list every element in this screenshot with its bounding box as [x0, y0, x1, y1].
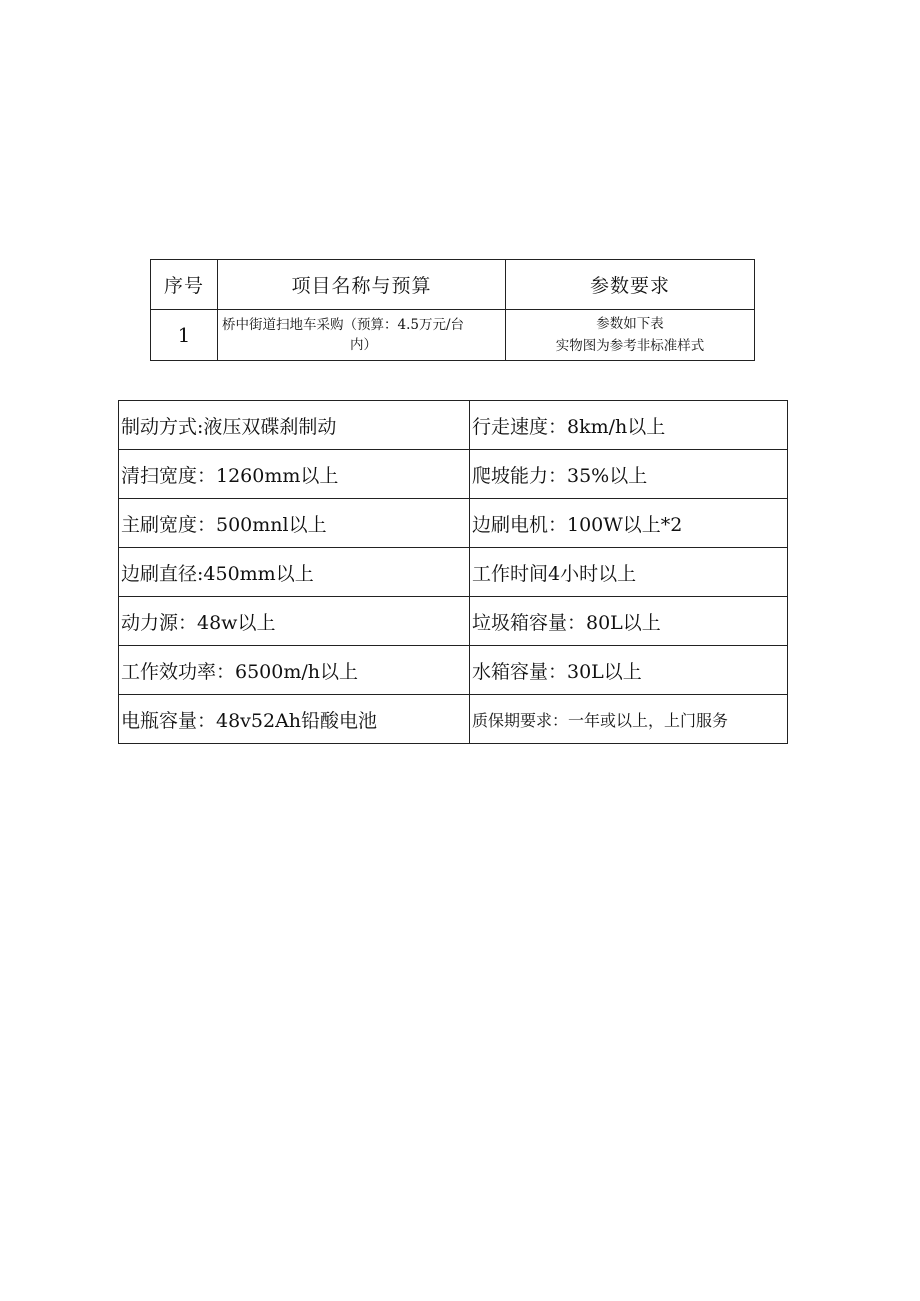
table-row — [119, 499, 788, 548]
procurement-table — [150, 259, 755, 361]
table-row — [119, 695, 788, 744]
header-project-name-budget: 项目名称与预算 — [218, 260, 506, 310]
project-name-line-2: 内） — [350, 337, 377, 353]
table-row — [119, 548, 788, 597]
project-name-line-1: 桥中街道扫地车采购（预算：4.5万元/台 — [222, 317, 465, 333]
spec-water-tank-capacity: 水箱容量：30L以上 — [470, 646, 788, 695]
spec-working-time: 工作时间4小时以上 — [470, 548, 788, 597]
row-requirements — [506, 310, 755, 361]
spec-dustbin-capacity: 垃圾箱容量：80L以上 — [470, 597, 788, 646]
header-serial-number: 序号 — [151, 260, 218, 310]
spec-main-brush-width: 主刷宽度：500mnl以上 — [119, 499, 470, 548]
header-parameter-requirements: 参数要求 — [506, 260, 755, 310]
requirements-line-2: 实物图为参考非标准样式 — [555, 338, 705, 354]
table-row — [119, 401, 788, 450]
spec-sweeping-width: 清扫宽度：1260mm以上 — [119, 450, 470, 499]
row-project-name — [218, 310, 506, 361]
table-row — [119, 450, 788, 499]
spec-side-brush-diameter: 边刷直径:450mm以上 — [119, 548, 470, 597]
table-row — [151, 310, 755, 361]
spec-braking: 制动方式:液压双碟刹制动 — [119, 401, 470, 450]
requirements-line-1: 参数如下表 — [596, 316, 664, 332]
row-serial-number: 1 — [151, 310, 218, 361]
spec-battery-capacity: 电瓶容量：48v52Ah铅酸电池 — [119, 695, 470, 744]
table-row — [119, 597, 788, 646]
specifications-table — [118, 400, 788, 744]
spec-working-efficiency: 工作效功率：6500m/h以上 — [119, 646, 470, 695]
spec-side-brush-motor: 边刷电机：100W以上*2 — [470, 499, 788, 548]
spec-climbing-ability: 爬坡能力：35%以上 — [470, 450, 788, 499]
spec-power-source: 动力源：48w以上 — [119, 597, 470, 646]
spec-travel-speed: 行走速度：8km/h以上 — [470, 401, 788, 450]
table-row — [119, 646, 788, 695]
spec-warranty: 质保期要求：一年或以上，上门服务 — [470, 695, 788, 744]
table-header-row — [151, 260, 755, 310]
